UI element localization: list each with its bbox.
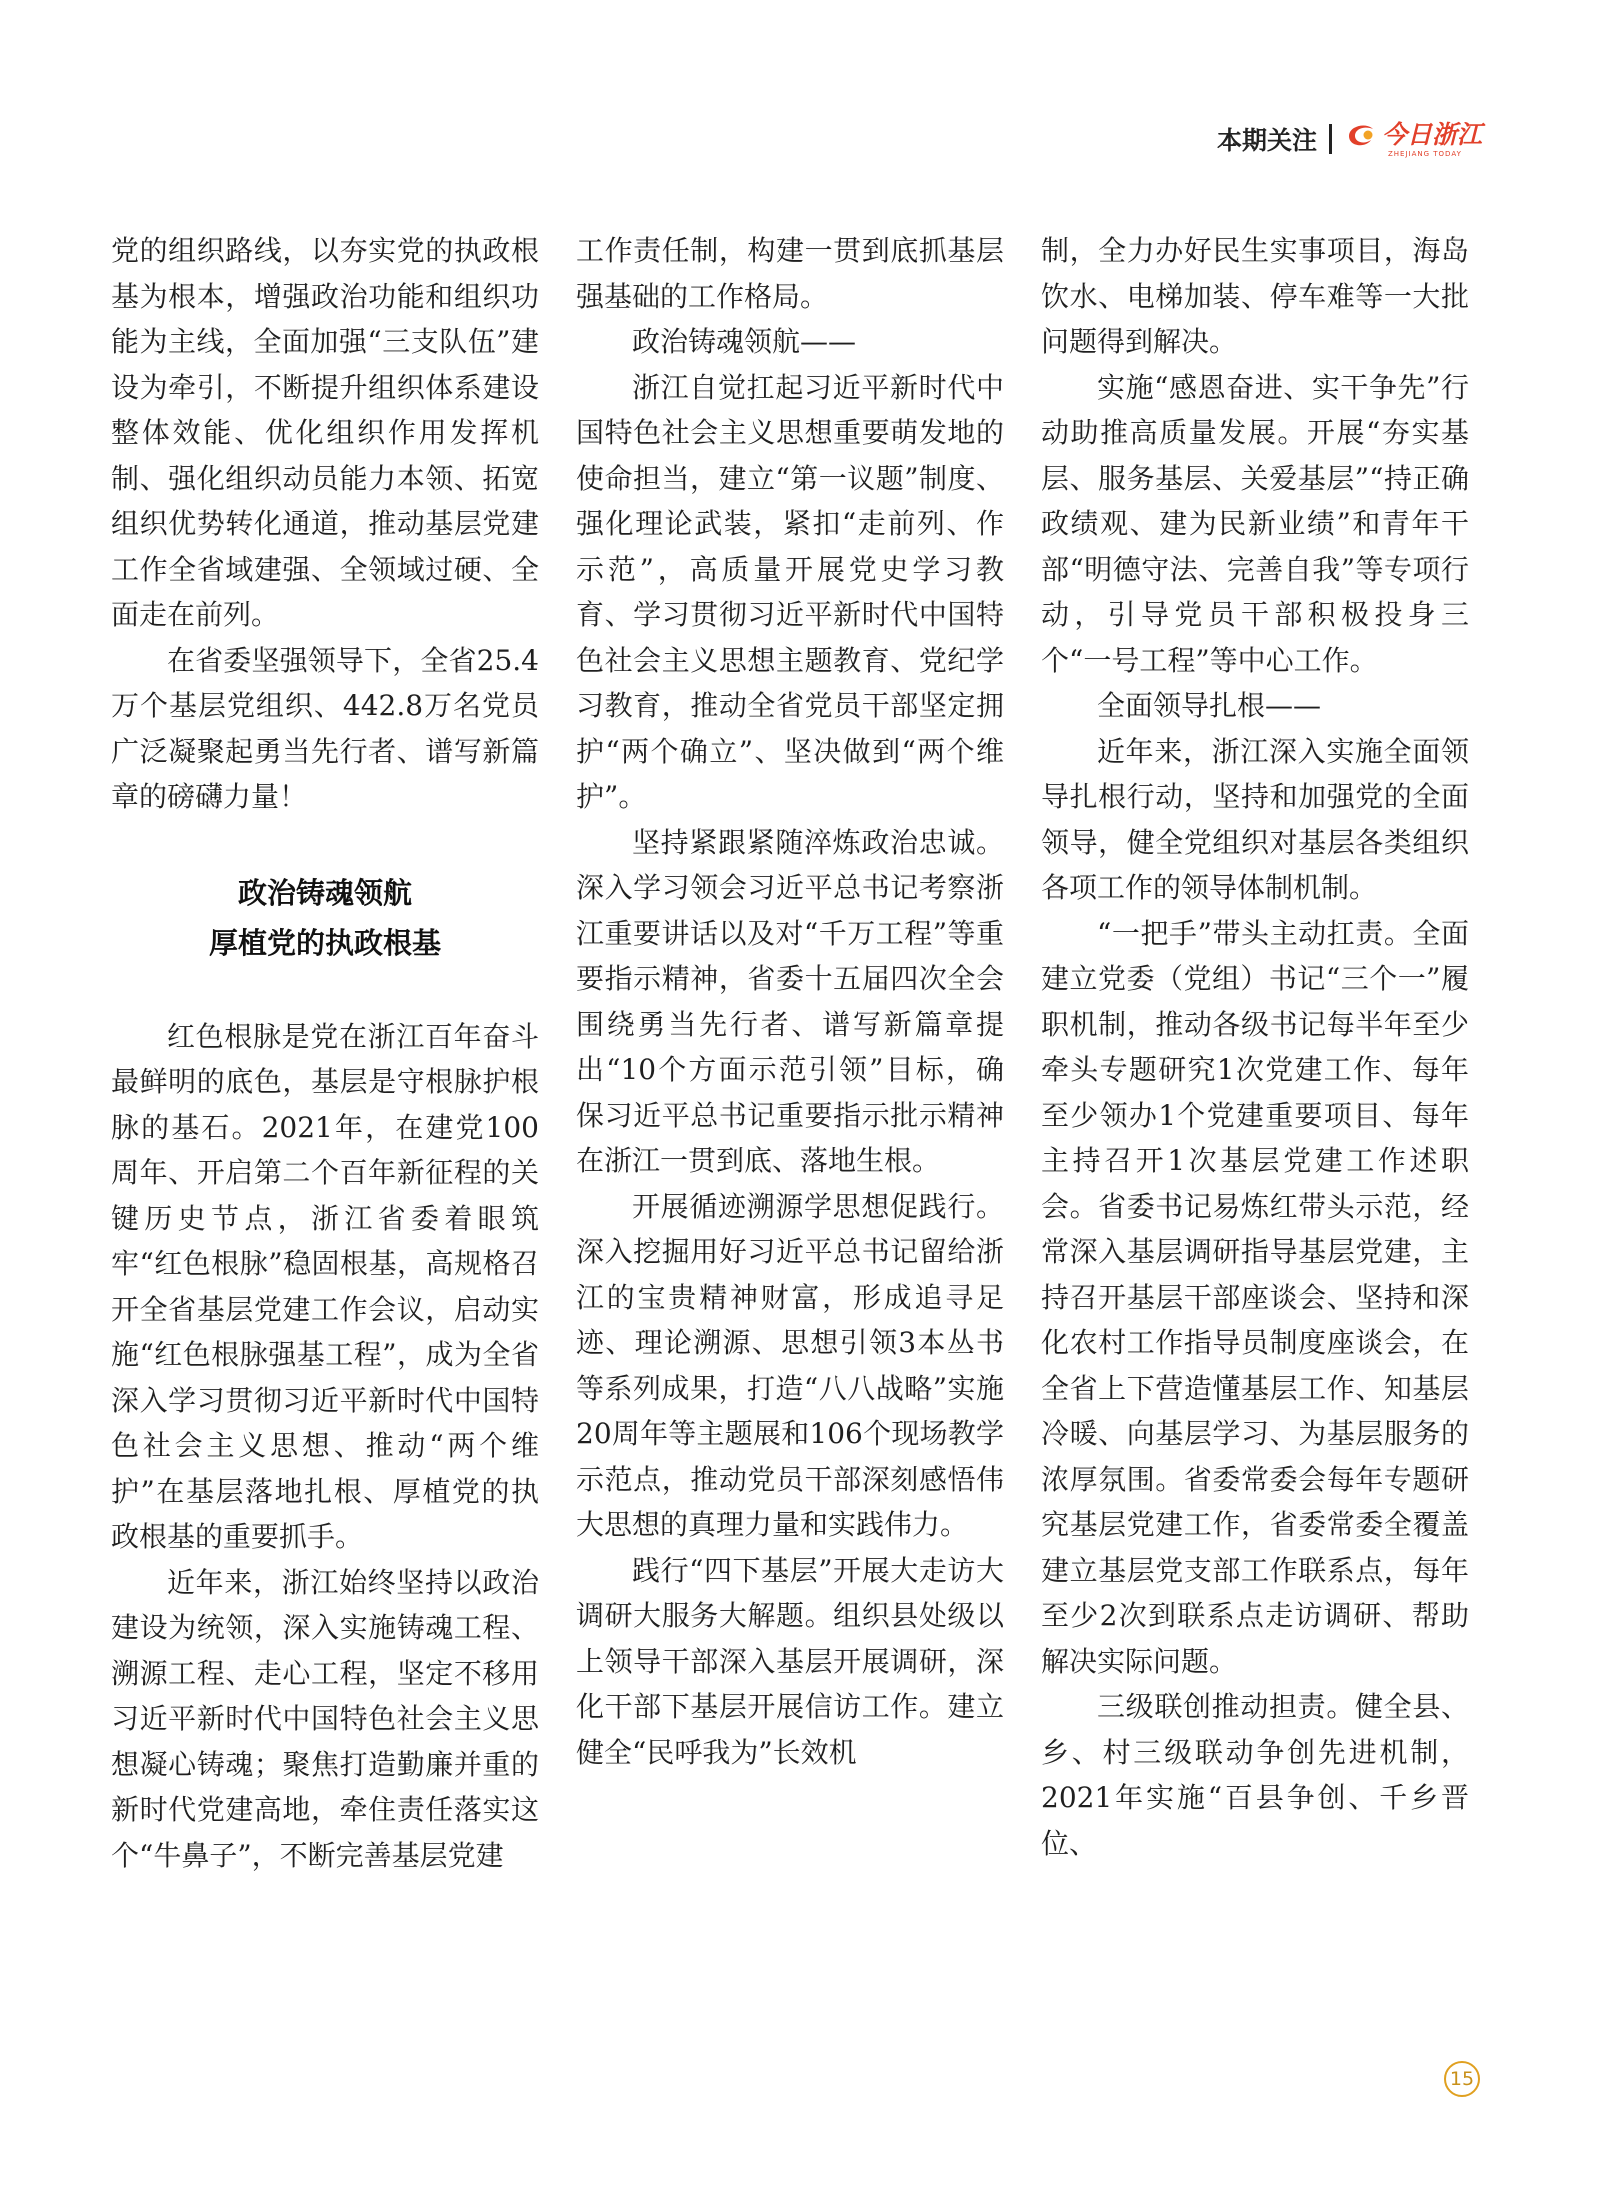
paragraph: “一把手”带头主动扛责。全面建立党委（党组）书记“三个一”履职机制，推动各级书记每半年至少牵头专题研究1次党建工作、每年至少领办1个党建重要项目、每年主持召开1次基层党建工作述职会。省委书记易炼红带头示范，经常深入基层调研指导基层党建，主持召开基层干部座谈会、坚持和深化农村工作指导员制度座谈会，在全省上下营造懂基层工作、知基层冷暖、向基层学习、为基层服务的浓厚氛围。省委常委会每年专题研究基层党建工作，省委常委全覆盖建立基层党支部工作联系点，每年至少2次到联系点走访调研、帮助解决实际问题。 xyxy=(1041,916,1469,1678)
section-label: 本期关注 xyxy=(1216,126,1317,155)
sun-swirl-icon xyxy=(1344,120,1378,150)
logo-subtitle: ZHEJIANG TODAY xyxy=(1387,150,1462,158)
page-header xyxy=(1217,120,1482,158)
header-divider xyxy=(1329,124,1332,154)
subsection-lead: 政治铸魂领航—— xyxy=(632,325,857,358)
paragraph: 践行“四下基层”开展大走访大调研大服务大解题。组织县处级以上领导干部深入基层开展调研，深化干部下基层开展信访工作。建立健全“民呼我为”长效机 xyxy=(576,1553,1004,1769)
section-heading-line: 厚植党的执政根基 xyxy=(208,925,441,960)
paragraph: 工作责任制，构建一贯到底抓基层强基础的工作格局。 xyxy=(576,234,1004,313)
column-3 xyxy=(1041,228,1469,1866)
logo-text: 今日浙江 xyxy=(1381,120,1482,149)
section-heading xyxy=(111,868,539,968)
paragraph: 三级联创推动担责。健全县、乡、村三级联动争创先进机制，2021年实施“百县争创、千乡晋位、 xyxy=(1041,1690,1469,1860)
column-2 xyxy=(576,228,1004,1775)
page-number: 15 xyxy=(1444,2061,1480,2097)
paragraph: 开展循迹溯源学思想促践行。深入挖掘用好习近平总书记留给浙江的宝贵精神财富，形成追寻足迹、理论溯源、思想引领3本丛书等系列成果，打造“八八战略”实施20周年等主题展和106个现场教学示范点，推动党员干部深刻感悟伟大思想的真理力量和实践伟力。 xyxy=(576,1189,1004,1541)
section-heading-line: 政治铸魂领航 xyxy=(237,875,412,910)
paragraph: 坚持紧跟紧随淬炼政治忠诚。深入学习领会习近平总书记考察浙江重要讲话以及对“千万工程”等重要指示精神，省委十五届四次全会围绕勇当先行者、谱写新篇章提出“10个方面示范引领”目标，确保习近平总书记重要指示批示精神在浙江一贯到底、落地生根。 xyxy=(576,825,1004,1177)
paragraph: 近年来，浙江始终坚持以政治建设为统领，深入实施铸魂工程、溯源工程、走心工程，坚定不移用习近平新时代中国特色社会主义思想凝心铸魂；聚焦打造勤廉并重的新时代党建高地，牵住责任落实这个“牛鼻子”，不断完善基层党建 xyxy=(111,1565,539,1872)
paragraph: 在省委坚强领导下，全省25.4万个基层党组织、442.8万名党员广泛凝聚起勇当先行者、谱写新篇章的磅礴力量！ xyxy=(111,643,539,813)
paragraph: 制，全力办好民生实事项目，海岛饮水、电梯加装、停车难等一大批问题得到解决。 xyxy=(1041,234,1469,358)
paragraph: 红色根脉是党在浙江百年奋斗最鲜明的底色，基层是守根脉护根脉的基石。2021年，在建党100周年、开启第二个百年新征程的关键历史节点，浙江省委着眼筑牢“红色根脉”稳固根基，高规格召开全省基层党建工作会议，启动实施“红色根脉强基工程”，成为全省深入学习贯彻习近平新时代中国特色社会主义思想、推动“两个维护”在基层落地扎根、厚植党的执政根基的重要抓手。 xyxy=(111,1019,539,1553)
paragraph: 党的组织路线，以夯实党的执政根基为根本，增强政治功能和组织功能为主线，全面加强“三支队伍”建设为牵引，不断提升组织体系建设整体效能、优化组织作用发挥机制、强化组织动员能力本领、拓宽组织优势转化通道，推动基层党建工作全省域建强、全领域过硬、全面走在前列。 xyxy=(111,234,539,631)
subsection-lead: 全面领导扎根—— xyxy=(1097,689,1322,722)
paragraph: 实施“感恩奋进、实干争先”行动助推高质量发展。开展“夯实基层、服务基层、关爱基层”“持正确政绩观、建为民新业绩”和青年干部“明德守法、完善自我”等专项行动，引导党员干部积极投身三个“一号工程”等中心工作。 xyxy=(1041,370,1469,677)
magazine-logo xyxy=(1344,120,1482,158)
paragraph: 浙江自觉扛起习近平新时代中国特色社会主义思想重要萌发地的使命担当，建立“第一议题”制度、强化理论武装，紧扣“走前列、作示范”，高质量开展党史学习教育、学习贯彻习近平新时代中国特色社会主义思想主题教育、党纪学习教育，推动全省党员干部坚定拥护“两个确立”、坚决做到“两个维护”。 xyxy=(576,370,1004,813)
paragraph: 近年来，浙江深入实施全面领导扎根行动，坚持和加强党的全面领导，健全党组织对基层各类组织各项工作的领导体制机制。 xyxy=(1041,734,1469,904)
column-1 xyxy=(111,228,539,1878)
